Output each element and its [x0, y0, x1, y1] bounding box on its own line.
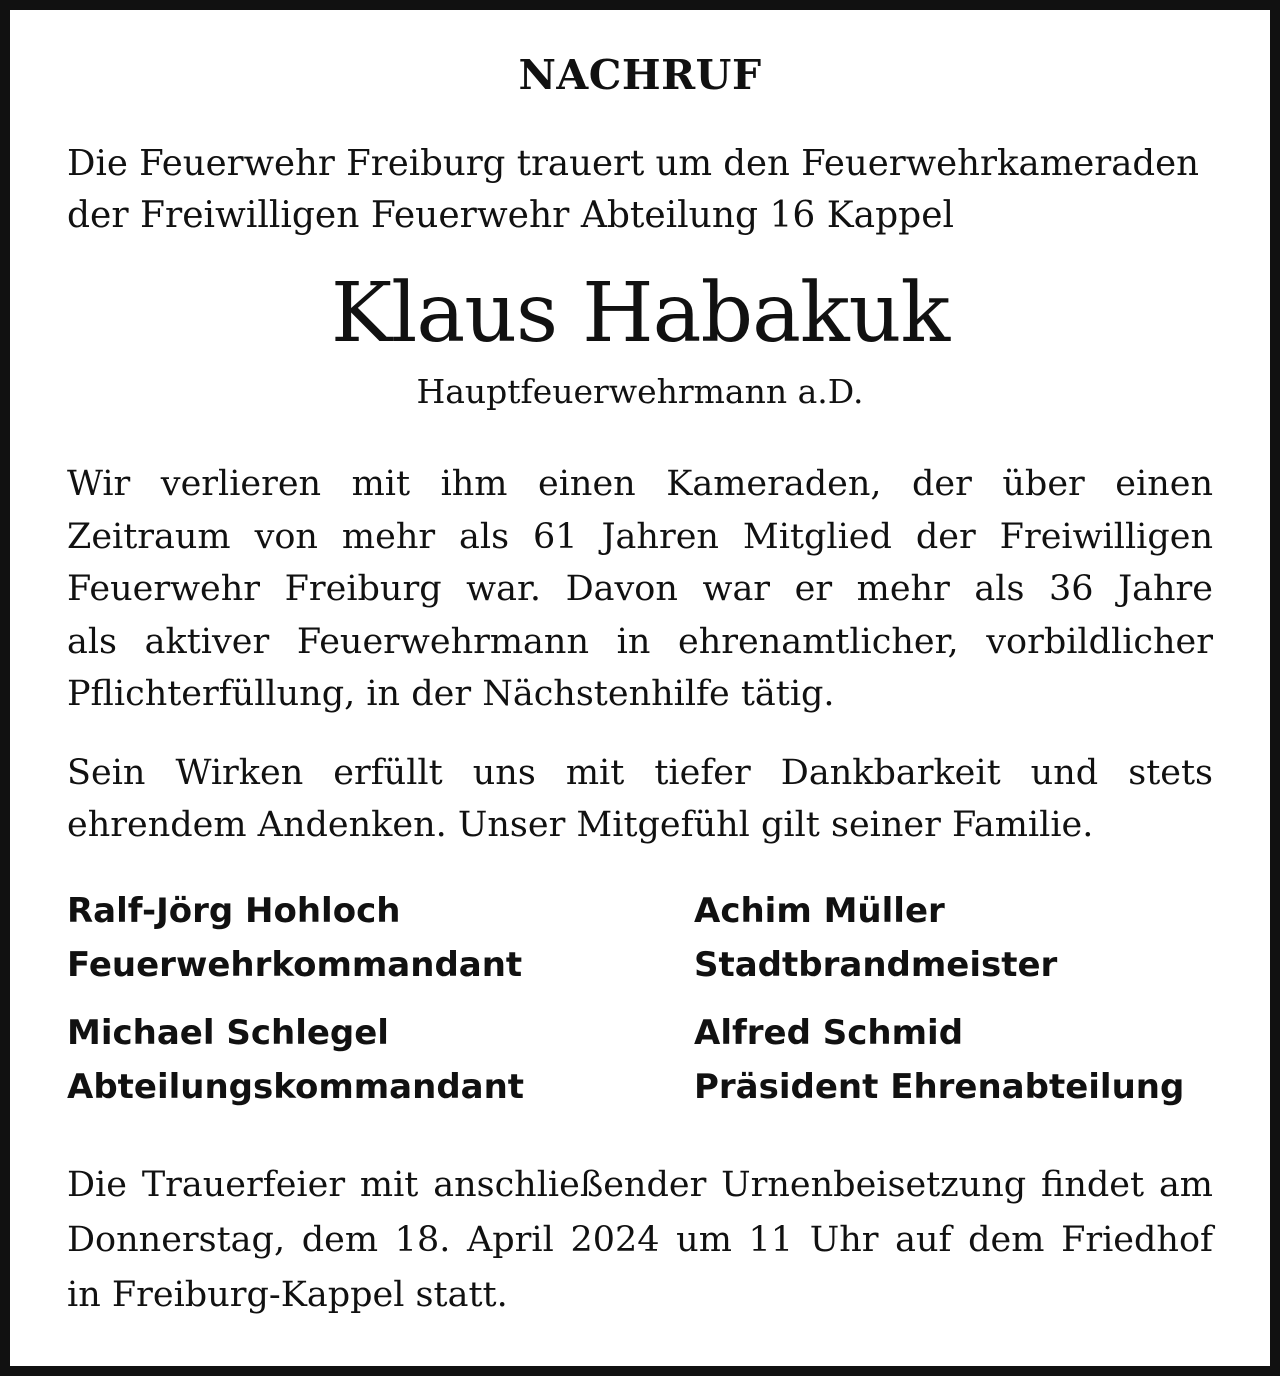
intro-text: [67, 138, 1213, 242]
signature-entry: [67, 884, 694, 992]
tribute-line: Feuerwehr Freiburg war. Davon war er mehr als 36 Jahre: [67, 569, 1213, 609]
signature-entry: [67, 1006, 694, 1114]
signatory-title: Feuerwehrkommandant: [67, 944, 523, 985]
signatory-title: Stadtbrandmeister: [694, 944, 1058, 985]
signatory-title: Präsident Ehrenabteilung: [694, 1066, 1185, 1107]
tribute-line: Wir verlieren mit ihm einen Kameraden, der über einen: [67, 464, 1213, 504]
condolence-paragraph: [67, 747, 1213, 852]
funeral-notice: [67, 1158, 1213, 1323]
tribute-line: Zeitraum von mehr als 61 Jahren Mitglied der Freiwilligen: [67, 516, 1213, 557]
tribute-line: Pflichterfüllung, in der Nächstenhilfe tätig.: [67, 674, 835, 714]
signatory-name: Michael Schlegel: [67, 1012, 389, 1053]
tribute-paragraph: [67, 458, 1213, 721]
signature-entry: [694, 884, 1213, 992]
signatory-name: Alfred Schmid: [694, 1012, 964, 1053]
obituary-content: [67, 50, 1213, 1336]
signatory-title: Abteilungskommandant: [67, 1066, 525, 1107]
condolence-line: Sein Wirken erfüllt uns mit tiefer Dankbarkeit und stets: [67, 752, 1213, 793]
intro-line: Die Feuerwehr Freiburg trauert um den Feuerwehrkameraden: [67, 143, 1200, 184]
signature-entry: [694, 1006, 1213, 1114]
deceased-rank: Hauptfeuerwehrmann a.D.: [416, 372, 864, 411]
signatory-name: Achim Müller: [694, 890, 945, 931]
deceased-name: Klaus Habakuk: [330, 266, 950, 361]
funeral-line: in Freiburg-Kappel statt.: [67, 1274, 508, 1315]
funeral-line: Die Trauerfeier mit anschließender Urnenbeisetzung findet am: [67, 1164, 1213, 1205]
tribute-line: als aktiver Feuerwehrmann in ehrenamtlicher, vorbildlicher: [67, 621, 1213, 662]
obituary-heading: NACHRUF: [518, 51, 762, 99]
condolence-line: ehrendem Andenken. Unser Mitgefühl gilt seiner Familie.: [67, 805, 1094, 845]
funeral-line: Donnerstag, dem 18. April 2024 um 11 Uhr auf dem Friedhof: [67, 1219, 1213, 1260]
signatory-name: Ralf-Jörg Hohloch: [67, 890, 401, 931]
signatures-block: [67, 884, 1213, 1114]
intro-line: der Freiwilligen Feuerwehr Abteilung 16 Kappel: [67, 195, 955, 236]
